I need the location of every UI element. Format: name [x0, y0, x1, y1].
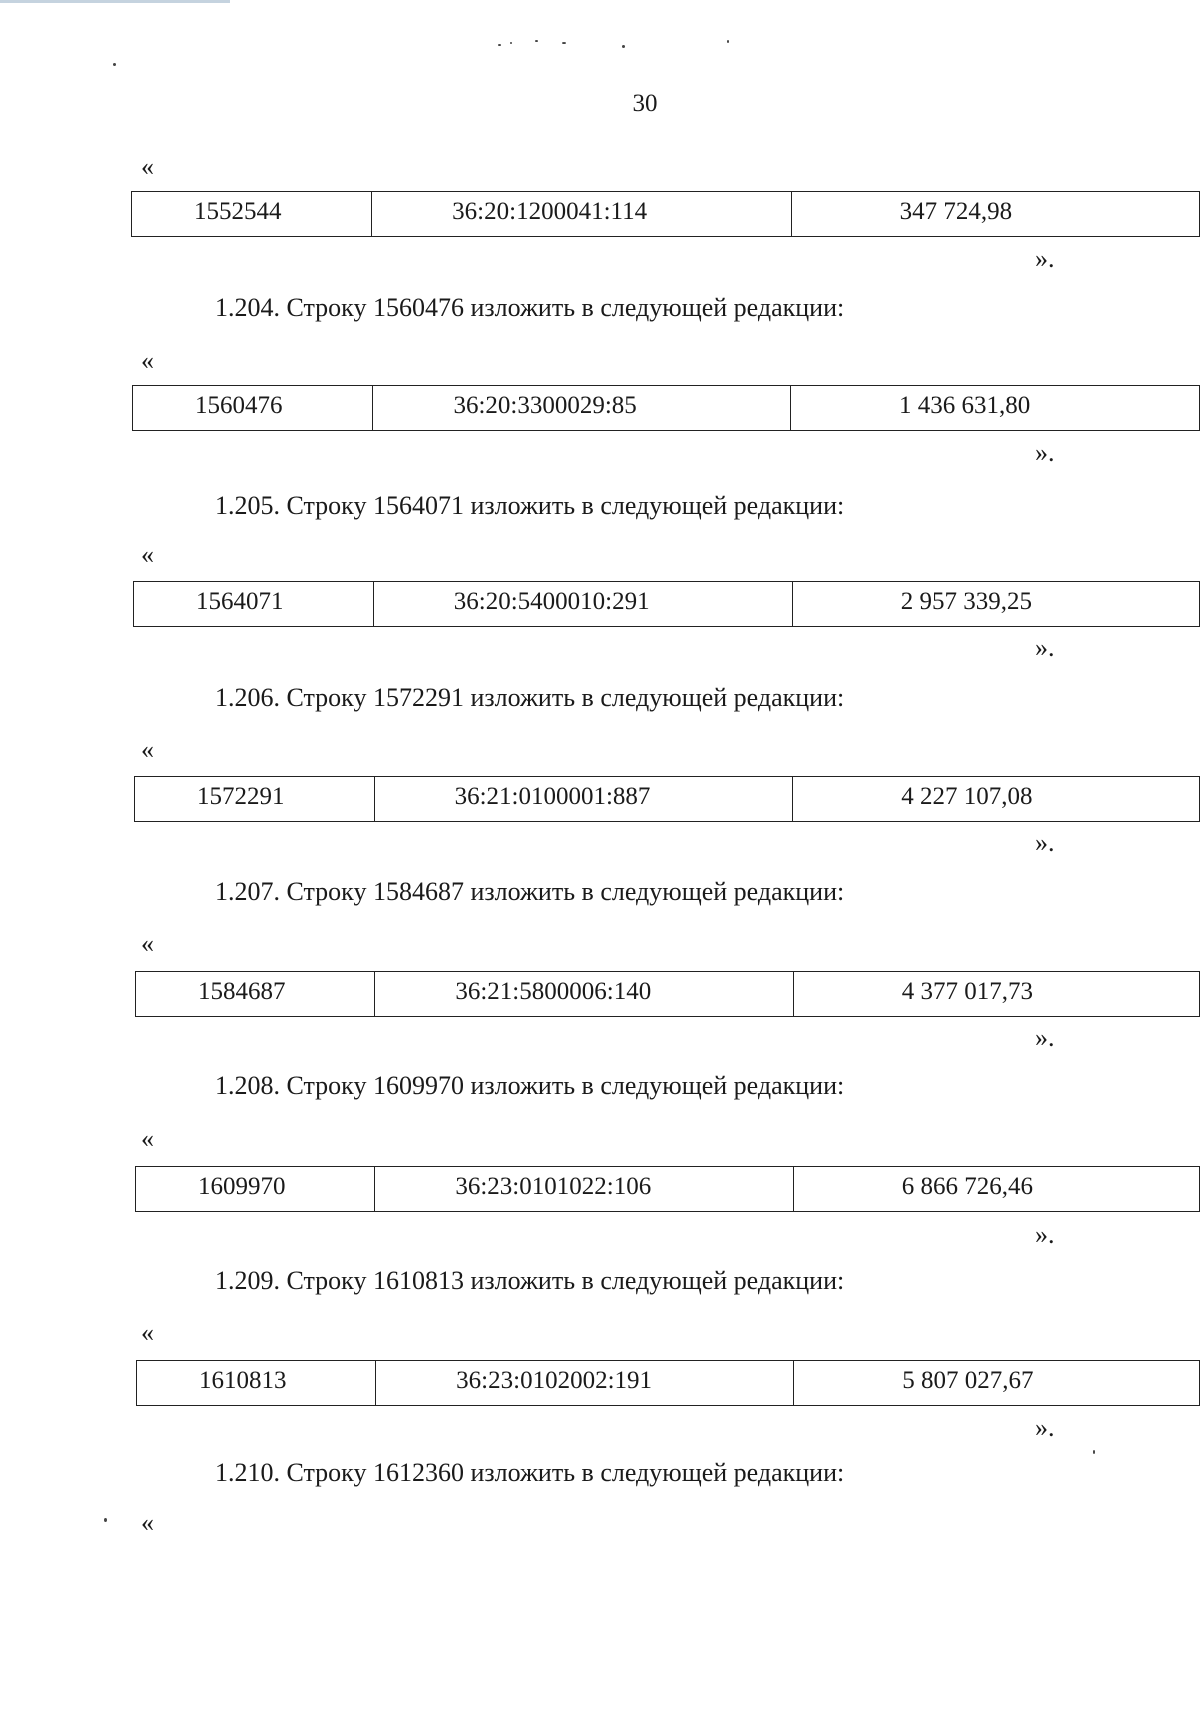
- cadastral-number-cell: 36:20:5400010:291: [373, 582, 792, 627]
- open-quote: «: [141, 346, 154, 375]
- cadastral-number-cell: 36:23:0101022:106: [375, 1167, 793, 1212]
- scan-speck: [562, 42, 566, 44]
- cadastral-number-cell: 36:21:5800006:140: [375, 972, 793, 1017]
- row-id-cell: 1610813: [137, 1361, 376, 1406]
- table-row: [136, 972, 1200, 1017]
- amendment-instruction: 1.210. Строку 1612360 изложить в следующей редакции:: [215, 1458, 845, 1487]
- scan-speck: [535, 40, 538, 42]
- open-quote: «: [141, 1124, 154, 1153]
- table-row: [133, 386, 1200, 431]
- scan-speck: [113, 63, 116, 66]
- amendment-instruction: 1.207. Строку 1584687 изложить в следующей редакции:: [215, 877, 845, 906]
- cadastral-number-cell: 36:20:3300029:85: [373, 386, 791, 431]
- row-table: [134, 776, 1200, 822]
- amendment-instruction: 1.206. Строку 1572291 изложить в следующей редакции:: [215, 683, 845, 712]
- scan-speck: [510, 42, 512, 44]
- table-row: [134, 582, 1200, 627]
- scan-speck: [104, 1518, 107, 1522]
- amendment-instruction: 1.209. Строку 1610813 изложить в следующей редакции:: [215, 1266, 845, 1295]
- close-quote: ».: [1035, 828, 1055, 857]
- scan-speck: [622, 45, 625, 48]
- open-quote: «: [141, 1508, 154, 1537]
- row-table: [136, 1360, 1200, 1406]
- cadastral-number-cell: 36:23:0102002:191: [376, 1361, 794, 1406]
- scan-speck: [1093, 1450, 1095, 1454]
- cadastral-number-cell: 36:21:0100001:887: [374, 777, 793, 822]
- close-quote: ».: [1035, 438, 1055, 467]
- cadastral-number-cell: 36:20:1200041:114: [372, 192, 791, 237]
- cadastral-value-cell: 6 866 726,46: [793, 1167, 1199, 1212]
- row-table: [131, 191, 1200, 237]
- open-quote: «: [141, 735, 154, 764]
- cadastral-value-cell: 5 807 027,67: [794, 1361, 1200, 1406]
- close-quote: ».: [1035, 1413, 1055, 1442]
- page-number: 30: [632, 90, 658, 117]
- row-table: [132, 385, 1200, 431]
- close-quote: ».: [1035, 1023, 1055, 1052]
- open-quote: «: [141, 540, 154, 569]
- cadastral-value-cell: 347 724,98: [791, 192, 1199, 237]
- table-row: [137, 1361, 1200, 1406]
- amendment-instruction: 1.205. Строку 1564071 изложить в следующей редакции:: [215, 491, 845, 520]
- row-id-cell: 1572291: [135, 777, 375, 822]
- amendment-instruction: 1.208. Строку 1609970 изложить в следующей редакции:: [215, 1071, 845, 1100]
- open-quote: «: [141, 1318, 154, 1347]
- open-quote: «: [141, 929, 154, 958]
- cadastral-value-cell: 2 957 339,25: [792, 582, 1199, 627]
- cadastral-value-cell: 4 227 107,08: [793, 777, 1200, 822]
- row-id-cell: 1552544: [132, 192, 372, 237]
- scan-speck: [727, 40, 729, 43]
- close-quote: ».: [1035, 244, 1055, 273]
- cadastral-value-cell: 4 377 017,73: [793, 972, 1199, 1017]
- row-id-cell: 1564071: [134, 582, 374, 627]
- amendment-instruction: 1.204. Строку 1560476 изложить в следующей редакции:: [215, 293, 845, 322]
- table-row: [135, 777, 1200, 822]
- row-table: [133, 581, 1200, 627]
- open-quote: «: [141, 152, 154, 181]
- row-table: [135, 971, 1200, 1017]
- close-quote: ».: [1035, 1220, 1055, 1249]
- row-id-cell: 1560476: [133, 386, 373, 431]
- scan-edge-mark: [0, 0, 230, 3]
- table-row: [132, 192, 1200, 237]
- scan-speck: [498, 44, 501, 46]
- row-table: [135, 1166, 1200, 1212]
- row-id-cell: 1584687: [136, 972, 375, 1017]
- close-quote: ».: [1035, 633, 1055, 662]
- row-id-cell: 1609970: [136, 1167, 375, 1212]
- cadastral-value-cell: 1 436 631,80: [791, 386, 1200, 431]
- table-row: [136, 1167, 1200, 1212]
